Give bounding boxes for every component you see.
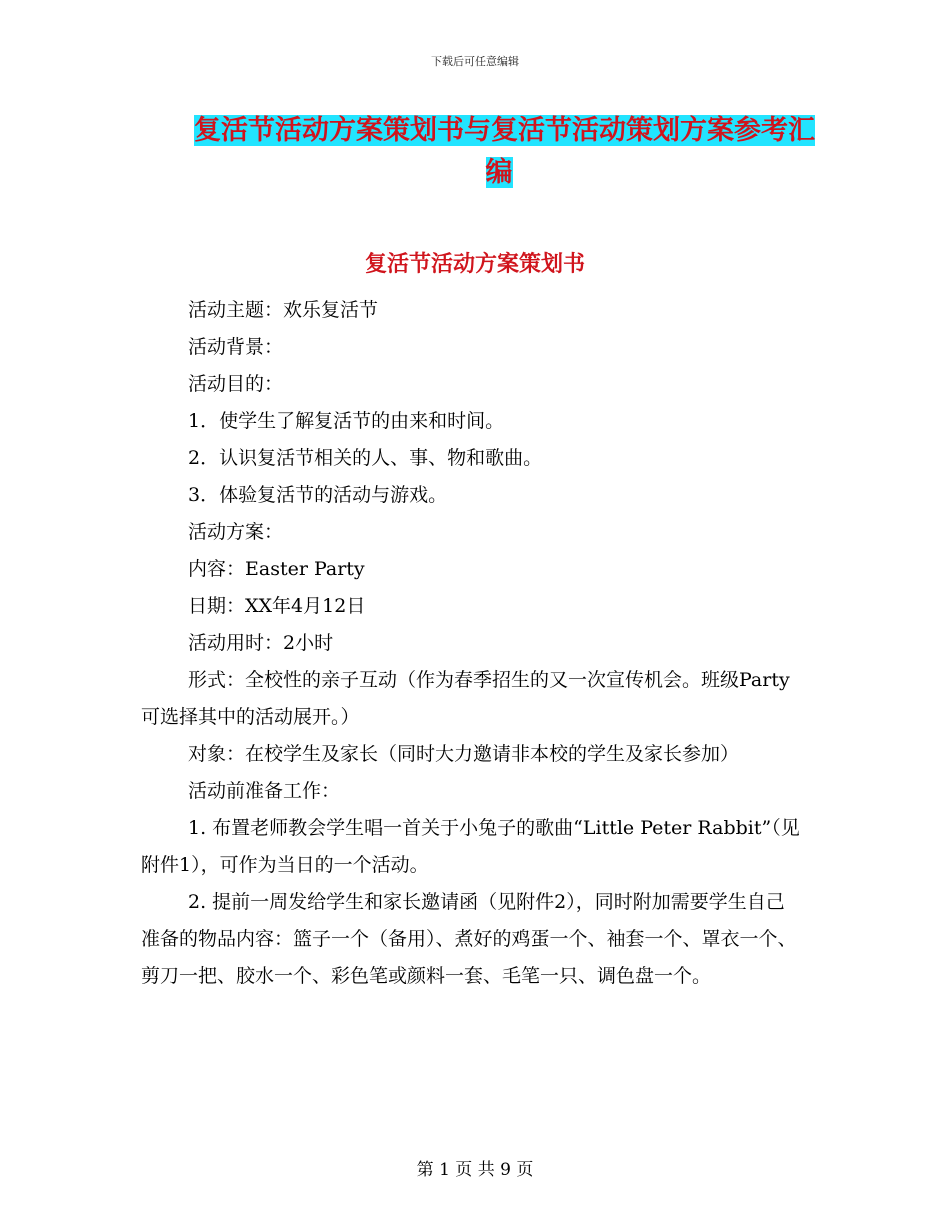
document-title [194, 110, 815, 194]
paragraph: 2．认识复活节相关的人、事、物和歌曲。 [188, 447, 543, 469]
paragraph: 1. 布置老师教会学生唱一首关于小兔子的歌曲“Little Peter Rabbit”（见附件1），可作为当日的一个活动。 [141, 817, 800, 876]
title-line-1: 复活节活动方案策划书与复活节活动策划方案参考汇 [194, 115, 815, 146]
paragraph: 形式：全校性的亲子互动（作为春季招生的又一次宣传机会。班级Party可选择其中的活动展开。） [141, 669, 790, 728]
paragraph: 活动方案： [188, 521, 284, 543]
body-text [141, 292, 801, 995]
paragraph: 日期：XX年4月12日 [188, 595, 366, 617]
paragraph: 3．体验复活节的活动与游戏。 [188, 484, 448, 506]
paragraph: 对象：在校学生及家长（同时大力邀请非本校的学生及家长参加） [188, 743, 740, 765]
paragraph: 1．使学生了解复活节的由来和时间。 [188, 410, 505, 432]
section-title: 复活节活动方案策划书 [364, 252, 585, 277]
page-header-note: 下载后可任意编辑 [431, 55, 519, 68]
paragraph: 活动主题：欢乐复活节 [188, 299, 379, 321]
paragraph: 活动用时：2小时 [188, 632, 334, 654]
paragraph: 活动前准备工作： [188, 780, 341, 802]
title-line-2: 编 [485, 157, 513, 188]
page-footer-number: 第 1 页 共 9 页 [416, 1160, 534, 1180]
paragraph: 内容：Easter Party [188, 558, 365, 580]
paragraph: 活动背景： [188, 336, 284, 358]
paragraph: 活动目的： [188, 373, 284, 395]
paragraph: 2. 提前一周发给学生和家长邀请函（见附件2），同时附加需要学生自己准备的物品内容：篮子一个（备用）、煮好的鸡蛋一个、袖套一个、罩衣一个、剪刀一把、胶水一个、彩色笔或颜料一套、毛笔一只、调色盘一个。 [141, 891, 797, 987]
